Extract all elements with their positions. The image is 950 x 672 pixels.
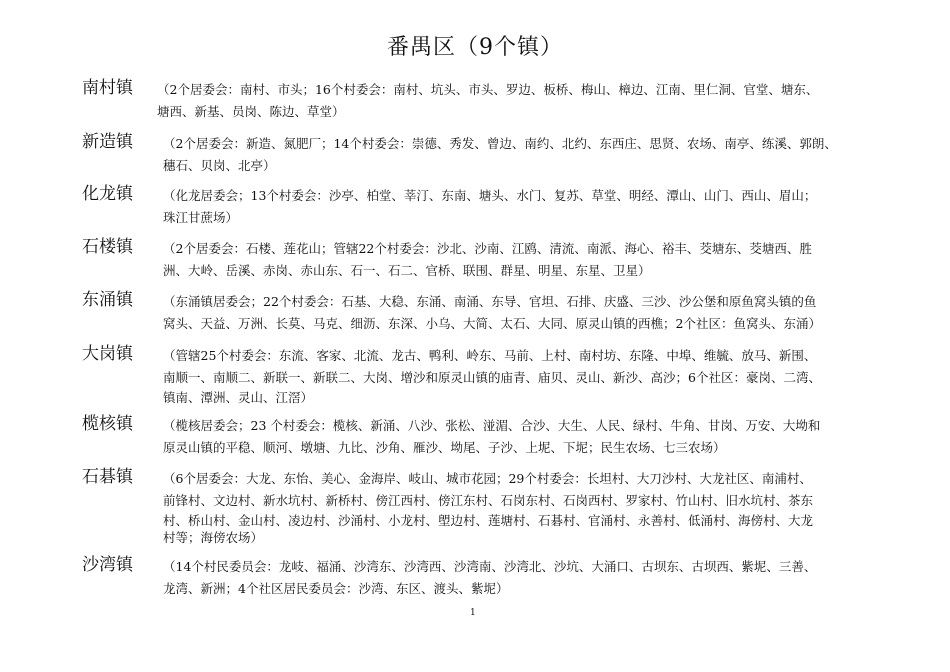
town-description: [163, 415, 883, 459]
town-description: [163, 133, 883, 177]
page-title: 番禺区（9个镇）: [387, 35, 563, 60]
description-line: 村、桥山村、金山村、凌边村、沙涌村、小龙村、塱边村、莲塘村、石碁村、官涌村、永善村、低涌村、海傍村、大龙: [163, 513, 814, 528]
town-description: [163, 185, 883, 229]
town-description: [157, 79, 877, 123]
description-line: （2个居委会：新造、氮肥厂；14个村委会：崇德、秀发、曾边、南约、北约、东西庄、思贤、农场、南亭、练溪、郭朗、: [163, 136, 837, 151]
town-description: [163, 468, 883, 546]
description-line: （6个居委会：大龙、东怡、美心、金海岸、岐山、城市花园；29个村委会：长坦村、大刀沙村、大龙社区、南浦村、: [163, 471, 812, 486]
description-line: （2个居委会：南村、市头；16个村委会：南村、坑头、市头、罗边、板桥、梅山、樟边、江南、里仁洞、官堂、塘东、: [157, 82, 819, 97]
town-name: 化龙镇: [82, 184, 133, 204]
town-name: 沙湾镇: [82, 555, 133, 575]
town-name: 南村镇: [82, 78, 133, 98]
town-description: [163, 238, 883, 282]
town-description: [163, 556, 883, 600]
description-line: （14个村民委员会：龙岐、福涌、沙湾东、沙湾西、沙湾南、沙湾北、沙坑、大涌口、古坝东、古坝西、紫坭、三善、: [163, 559, 817, 574]
page-number: 1: [470, 608, 476, 618]
town-name: 东涌镇: [82, 290, 133, 310]
description-line: （榄核居委会；23 个村委会：榄核、新涌、八沙、张松、湴湄、合沙、大生、人民、绿村、牛角、甘岗、万安、大坳和: [163, 418, 821, 433]
description-line: 村等；海傍农场）: [163, 530, 264, 545]
description-line: 原灵山镇的平稳、顺河、墩塘、九比、沙角、雁沙、坳尾、子沙、上坭、下坭；民生农场、七三农场）: [163, 440, 726, 455]
description-line: 穗石、贝岗、北亭）: [163, 158, 276, 173]
description-line: 洲、大岭、岳溪、赤岗、赤山东、石一、石二、官桥、联围、群星、明星、东星、卫星）: [163, 263, 651, 278]
description-line: 窝头、天益、万洲、长莫、马克、细沥、东深、小乌、大简、太石、大同、原灵山镇的西樵；2个社区：鱼窝头、东涌）: [163, 316, 821, 331]
town-description: [163, 345, 883, 406]
town-name: 石楼镇: [82, 237, 133, 257]
description-line: （管辖25个村委会：东流、客家、北流、龙古、鸭利、岭东、马前、上村、南村坊、东隆、中埠、维毓、放马、新围、: [163, 348, 817, 363]
description-line: 塘西、新基、员岗、陈边、草堂）: [157, 104, 345, 119]
town-name: 石碁镇: [82, 467, 133, 487]
description-line: （东涌镇居委会；22个村委会：石基、大稳、东涌、南涌、东导、官坦、石排、庆盛、三沙、沙公堡和原鱼窝头镇的鱼: [163, 294, 817, 309]
town-description: [163, 291, 883, 335]
description-line: 镇南、潭洲、灵山、江滘）: [163, 390, 314, 405]
description-line: 珠江甘蔗场）: [163, 210, 239, 225]
town-name: 新造镇: [82, 132, 133, 152]
town-name: 大岗镇: [82, 344, 133, 364]
description-line: 前锋村、文边村、新水坑村、新桥村、傍江西村、傍江东村、石岗东村、石岗西村、罗家村、竹山村、旧水坑村、茶东: [163, 493, 814, 508]
description-line: 南顺一、南顺二、新联一、新联二、大岗、增沙和原灵山镇的庙青、庙贝、灵山、新沙、高沙；6个社区：豪岗、二湾、: [163, 370, 821, 385]
town-name: 榄核镇: [82, 414, 133, 434]
description-line: 龙湾、新洲；4个社区居民委员会：沙湾、东区、渡头、紫坭）: [163, 581, 509, 596]
description-line: （2个居委会：石楼、莲花山；管辖22个村委会：沙北、沙南、江鸥、清流、南派、海心、裕丰、茭塘东、茭塘西、胜: [163, 241, 812, 256]
description-line: （化龙居委会；13个村委会：沙亭、柏堂、莘汀、东南、塘头、水门、复苏、草堂、明经、潭山、山门、西山、眉山；: [163, 188, 817, 203]
